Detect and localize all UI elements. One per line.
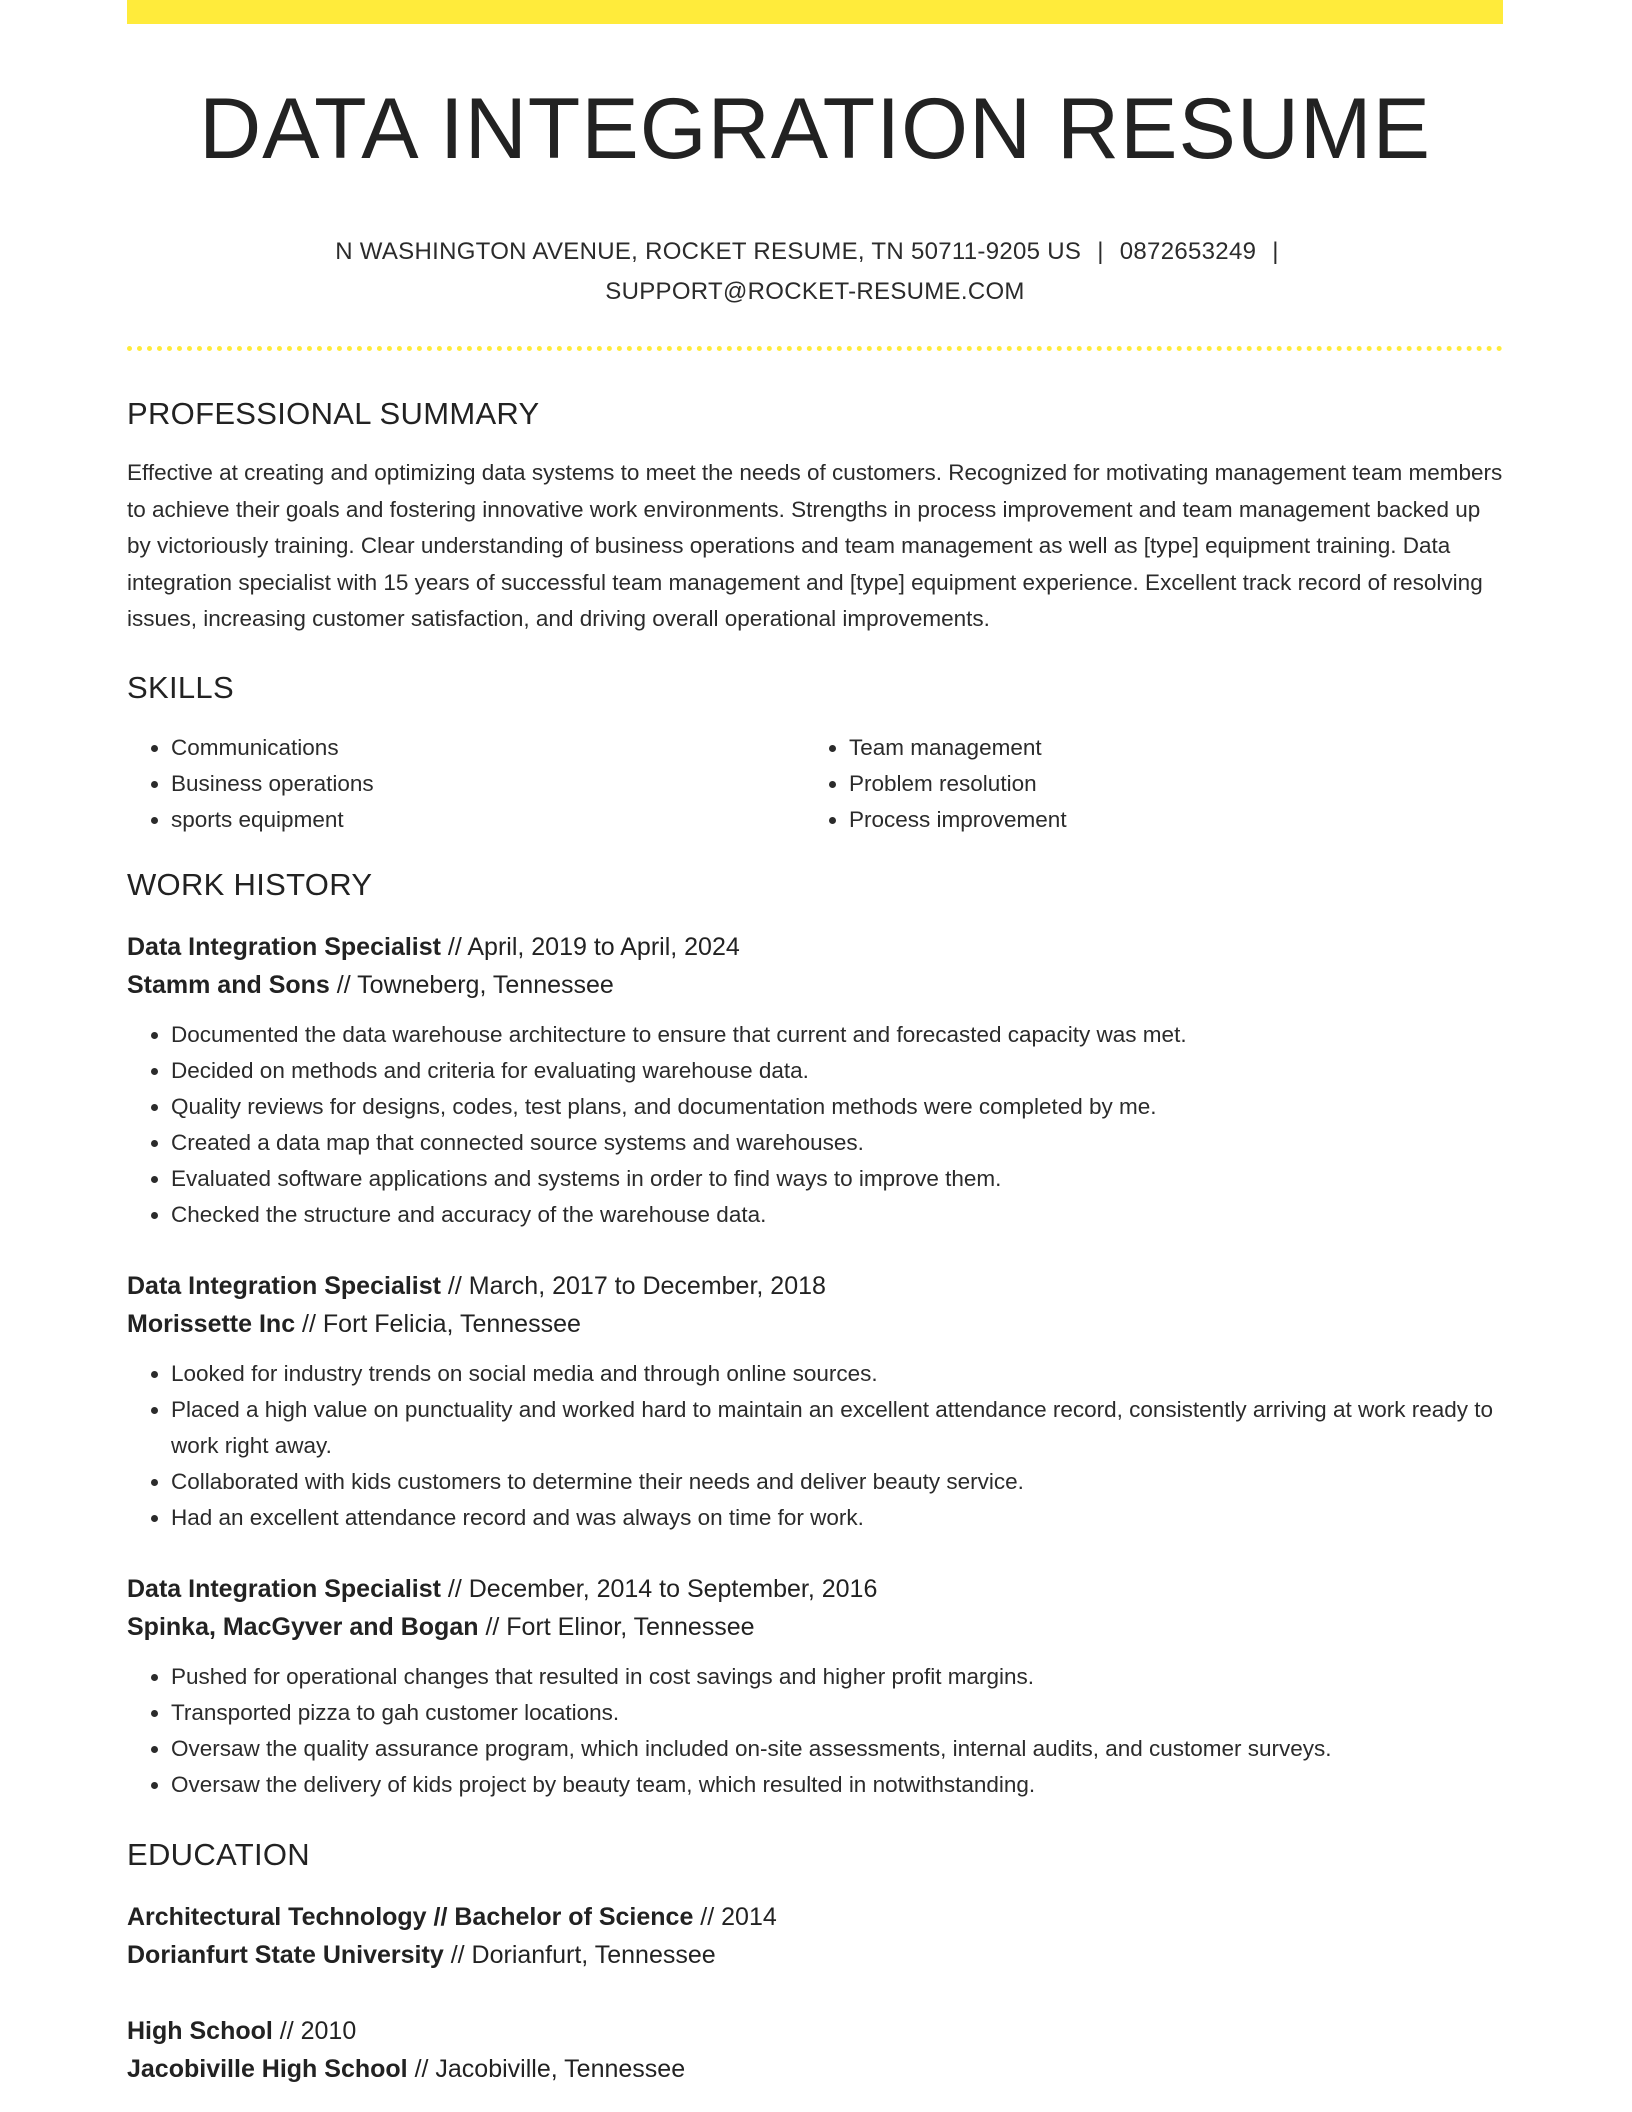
education-year: // 2010 bbox=[272, 2016, 357, 2045]
resume-title: DATA INTEGRATION RESUME bbox=[199, 81, 1431, 177]
job-bullet: • Placed a high value on punctuality and worked hard to maintain an excellent attendance record, consistently arriving at work ready to work right away. bbox=[171, 1392, 1503, 1464]
skill-item: • Problem resolution bbox=[849, 766, 1483, 802]
job-location: // Fort Felicia, Tennessee bbox=[295, 1309, 581, 1338]
job-entry bbox=[127, 1267, 1503, 1536]
job-bullet: • Pushed for operational changes that resulted in cost savings and higher profit margins. bbox=[171, 1659, 1503, 1695]
education-year: // 2014 bbox=[693, 1902, 777, 1931]
skill-item: • Business operations bbox=[171, 766, 805, 802]
job-company: Stamm and Sons bbox=[127, 970, 330, 999]
job-bullet: • Evaluated software applications and systems in order to find ways to improve them. bbox=[171, 1161, 1503, 1197]
job-location: // Fort Elinor, Tennessee bbox=[478, 1612, 755, 1641]
job-company: Spinka, MacGyver and Bogan bbox=[127, 1612, 479, 1641]
job-bullet: • Created a data map that connected source systems and warehouses. bbox=[171, 1125, 1503, 1161]
job-role: Data Integration Specialist bbox=[127, 1271, 441, 1300]
top-accent-bar bbox=[127, 0, 1503, 24]
skills-heading: SKILLS bbox=[127, 669, 234, 705]
job-entry bbox=[127, 928, 1503, 1233]
education-location: // Jacobiville, Tennessee bbox=[407, 2054, 686, 2083]
job-bullet: • Documented the data warehouse architecture to ensure that current and forecasted capacity was met. bbox=[171, 1017, 1503, 1053]
job-bullet: • Transported pizza to gah customer locations. bbox=[171, 1695, 1503, 1731]
job-location: // Towneberg, Tennessee bbox=[329, 970, 614, 999]
job-company-line bbox=[127, 1608, 1503, 1646]
skills-column-right bbox=[805, 730, 1483, 838]
job-bullets bbox=[127, 1356, 1503, 1536]
job-bullet: • Oversaw the delivery of kids project by beauty team, which resulted in notwithstanding. bbox=[171, 1767, 1503, 1803]
contact-line-1 bbox=[127, 232, 1503, 272]
dotted-divider bbox=[127, 346, 1503, 351]
job-dates: // April, 2019 to April, 2024 bbox=[440, 932, 740, 961]
education-school-line bbox=[127, 1936, 1503, 1974]
education-degree-line bbox=[127, 2012, 1503, 2050]
job-bullet: • Looked for industry trends on social media and through online sources. bbox=[171, 1356, 1503, 1392]
job-company-line bbox=[127, 966, 1503, 1004]
contact-line-2 bbox=[127, 272, 1503, 312]
job-bullet: • Checked the structure and accuracy of the warehouse data. bbox=[171, 1197, 1503, 1233]
phone: 0872653249 bbox=[1119, 238, 1257, 265]
education-heading: EDUCATION bbox=[127, 1836, 310, 1872]
email: SUPPORT@ROCKET-RESUME.COM bbox=[605, 278, 1025, 305]
separator: | bbox=[1272, 238, 1279, 265]
education-entry bbox=[127, 2012, 1503, 2088]
education-school: Dorianfurt State University bbox=[127, 1940, 444, 1969]
summary-text: Effective at creating and optimizing data systems to meet the needs of customers. Recognized for motivating management team members to achieve their goals and fostering innovative work environments. Strengths in process improvement and team management backed up by victoriously training. Clear understanding of business operations and team management as well as [type] equipment training. Data integration specialist with 15 years of successful team management and [type] equipment experience. Excellent track record of resolving issues, increasing customer satisfaction, and driving overall operational improvements. bbox=[127, 460, 1503, 631]
resume-page bbox=[127, 0, 1503, 2088]
job-dates: // December, 2014 to September, 2016 bbox=[440, 1574, 878, 1603]
skill-item: • Process improvement bbox=[849, 802, 1483, 838]
education-degree: Architectural Technology // Bachelor of Science bbox=[127, 1902, 694, 1931]
skill-item: • Team management bbox=[849, 730, 1483, 766]
education-location: // Dorianfurt, Tennessee bbox=[443, 1940, 716, 1969]
skill-item: • Communications bbox=[171, 730, 805, 766]
job-bullet: • Quality reviews for designs, codes, test plans, and documentation methods were completed by me. bbox=[171, 1089, 1503, 1125]
job-bullet: • Collaborated with kids customers to determine their needs and deliver beauty service. bbox=[171, 1464, 1503, 1500]
address: N WASHINGTON AVENUE, ROCKET RESUME, TN 50711-9205 US bbox=[335, 238, 1082, 265]
skill-item: • sports equipment bbox=[171, 802, 805, 838]
job-company-line bbox=[127, 1305, 1503, 1343]
education-school-line bbox=[127, 2050, 1503, 2088]
separator: | bbox=[1097, 238, 1104, 265]
job-bullet: • Decided on methods and criteria for evaluating warehouse data. bbox=[171, 1053, 1503, 1089]
job-bullet: • Oversaw the quality assurance program, which included on-site assessments, internal audits, and customer surveys. bbox=[171, 1731, 1503, 1767]
job-role-line bbox=[127, 928, 1503, 966]
summary-heading: PROFESSIONAL SUMMARY bbox=[127, 396, 540, 431]
job-bullets bbox=[127, 1659, 1503, 1803]
job-company: Morissette Inc bbox=[127, 1309, 296, 1338]
job-bullet: • Had an excellent attendance record and was always on time for work. bbox=[171, 1500, 1503, 1536]
education-degree: High School bbox=[127, 2016, 273, 2045]
job-entry bbox=[127, 1570, 1503, 1803]
work-history-heading: WORK HISTORY bbox=[127, 866, 373, 902]
skills-column-left bbox=[127, 730, 805, 838]
education-school: Jacobiville High School bbox=[127, 2054, 408, 2083]
job-role: Data Integration Specialist bbox=[127, 932, 441, 961]
job-role-line bbox=[127, 1570, 1503, 1608]
job-role-line bbox=[127, 1267, 1503, 1305]
skills-list bbox=[127, 730, 1503, 838]
job-dates: // March, 2017 to December, 2018 bbox=[440, 1271, 826, 1300]
job-bullets bbox=[127, 1017, 1503, 1233]
education-degree-line bbox=[127, 1898, 1503, 1936]
job-role: Data Integration Specialist bbox=[127, 1574, 441, 1603]
contact-info bbox=[127, 232, 1503, 312]
education-entry bbox=[127, 1898, 1503, 1974]
